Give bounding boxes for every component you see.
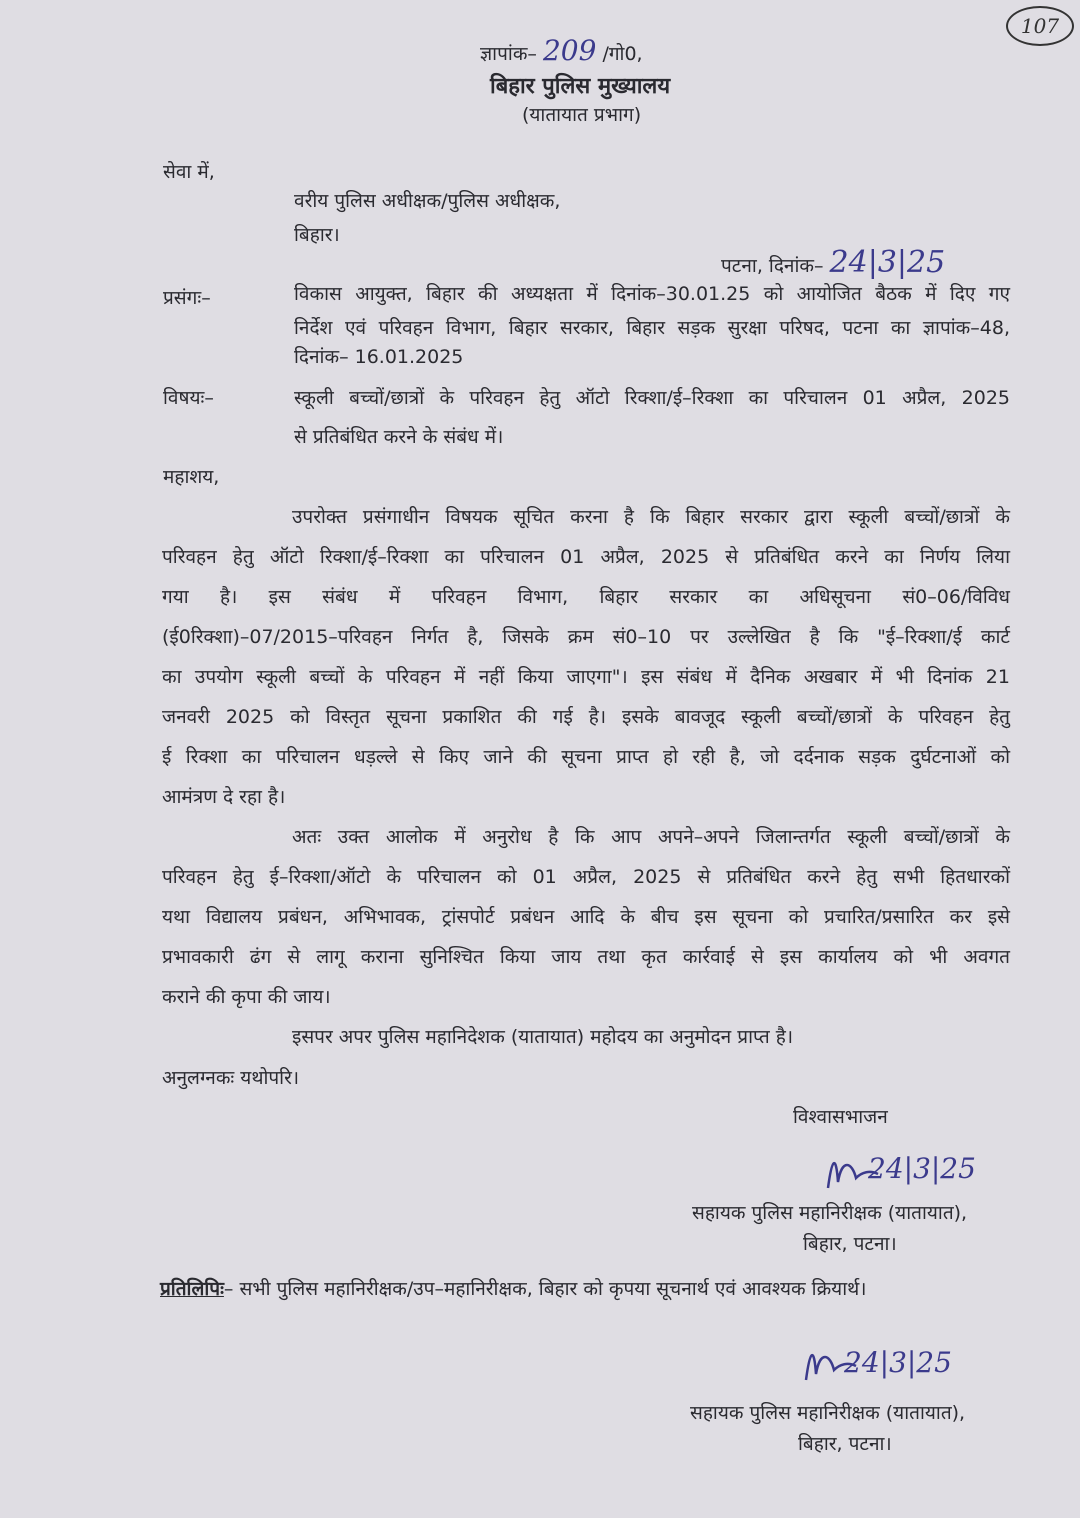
reference-label: प्रसंगः–	[163, 287, 211, 309]
body-line: जनवरी 2025 को विस्तृत सूचना प्रकाशित की गई है। इसके बावजूद स्कूली बच्चों/छात्रों के परिवहन हेतु	[162, 706, 1010, 728]
memo-number: 209	[542, 34, 597, 67]
date-label: पटना, दिनांक–	[721, 255, 824, 277]
body-line: प्रभावकारी ढंग से लागू कराना सुनिश्चित किया जाय तथा कृत कार्रवाई से इस कार्यालय को भी अवगत	[162, 946, 1010, 968]
body-line: कराने की कृपा की जाय।	[162, 986, 331, 1008]
body-line: गया है। इस संबंध में परिवहन विभाग, बिहार सरकार का अधिसूचना सं0–06/विविध	[162, 586, 1010, 608]
subject-line: से प्रतिबंधित करने के संबंध में।	[294, 426, 504, 448]
body-line: परिवहन हेतु ऑटो रिक्शा/ई–रिक्शा का परिचालन 01 अप्रैल, 2025 से प्रतिबंधित करने का निर्णय लिया	[162, 546, 1010, 568]
signature-1-date: 24|3|25	[868, 1152, 976, 1185]
body-line: परिवहन हेतु ई–रिक्शा/ऑटो के परिचालन को 01 अप्रैल, 2025 से प्रतिबंधित करने हेतु सभी हितधारकों	[162, 866, 1010, 888]
body-line: (ई0रिक्शा)–07/2015–परिवहन निर्गत है, जिसके क्रम सं0–10 पर उल्लेखित है कि "ई–रिक्शा/ई कार्ट	[162, 626, 1010, 648]
reference-line: विकास आयुक्त, बिहार की अध्यक्षता में दिनांक–30.01.25 को आयोजित बैठक में दिए गए	[294, 283, 1010, 305]
signature-2-date: 24|3|25	[844, 1346, 952, 1379]
subject-label: विषयः–	[163, 387, 214, 409]
memo-label: ज्ञापांक–	[480, 43, 537, 65]
approval-line: इसपर अपर पुलिस महानिदेशक (यातायात) महोदय का अनुमोदन प्राप्त है।	[292, 1026, 794, 1048]
enclosure-line: अनुलग्नकः यथोपरि।	[162, 1067, 300, 1089]
page-number-stamp: 107	[1006, 6, 1074, 46]
addressee-line1: वरीय पुलिस अधीक्षक/पुलिस अधीक्षक,	[294, 190, 561, 212]
date-line	[721, 245, 946, 280]
office-name: बिहार पुलिस मुख्यालय	[490, 74, 671, 99]
copy-label: प्रतिलिपिः	[160, 1278, 224, 1300]
reference-line: दिनांक– 16.01.2025	[294, 346, 464, 368]
copy-text: – सभी पुलिस महानिरीक्षक/उप–महानिरीक्षक, बिहार को कृपया सूचनार्थ एवं आवश्यक क्रियार्थ।	[223, 1278, 867, 1300]
body-line: का उपयोग स्कूली बच्चों के परिवहन में नहीं किया जाएगा"। इस संबंध में दैनिक अखबार में भी दिनांक 21	[162, 666, 1010, 688]
division-name: (यातायात प्रभाग)	[522, 104, 642, 126]
signature-1-place: बिहार, पटना।	[803, 1233, 897, 1255]
body-line: आमंत्रण दे रहा है।	[162, 786, 286, 808]
date-value-handwritten: 24|3|25	[829, 245, 946, 280]
greeting: महाशय,	[163, 466, 220, 488]
body-line: ई रिक्शा का परिचालन धड़ल्ले से किए जाने की सूचना प्राप्त हो रही है, जो दर्दनाक सड़क दुर्घटनाओं को	[162, 746, 1010, 768]
body-line: अतः उक्त आलोक में अनुरोध है कि आप अपने–अपने जिलान्तर्गत स्कूली बच्चों/छात्रों के	[292, 826, 1010, 848]
signature-2-place: बिहार, पटना।	[798, 1433, 892, 1455]
closing: विश्वासभाजन	[793, 1106, 888, 1128]
body-line: यथा विद्यालय प्रबंधन, अभिभावक, ट्रांसपोर्ट प्रबंधन आदि के बीच इस सूचना को प्रचारित/प्रसारित कर इसे	[162, 906, 1010, 928]
signature-1-designation: सहायक पुलिस महानिरीक्षक (यातायात),	[692, 1202, 968, 1224]
salutation-to: सेवा में,	[163, 161, 215, 183]
body-line: उपरोक्त प्रसंगाधीन विषयक सूचित करना है कि बिहार सरकार द्वारा स्कूली बच्चों/छात्रों के	[292, 506, 1010, 528]
copy-line	[160, 1276, 866, 1302]
reference-line: निर्देश एवं परिवहन विभाग, बिहार सरकार, बिहार सड़क सुरक्षा परिषद, पटना का ज्ञापांक–48,	[294, 317, 1010, 339]
subject-line: स्कूली बच्चों/छात्रों के परिवहन हेतु ऑटो रिक्शा/ई–रिक्शा का परिचालन 01 अप्रैल, 2025	[294, 387, 1010, 409]
memo-line	[480, 34, 643, 67]
addressee-line2: बिहार।	[294, 224, 340, 246]
signature-2-designation: सहायक पुलिस महानिरीक्षक (यातायात),	[690, 1402, 966, 1424]
memo-suffix: /गो0,	[602, 43, 643, 65]
